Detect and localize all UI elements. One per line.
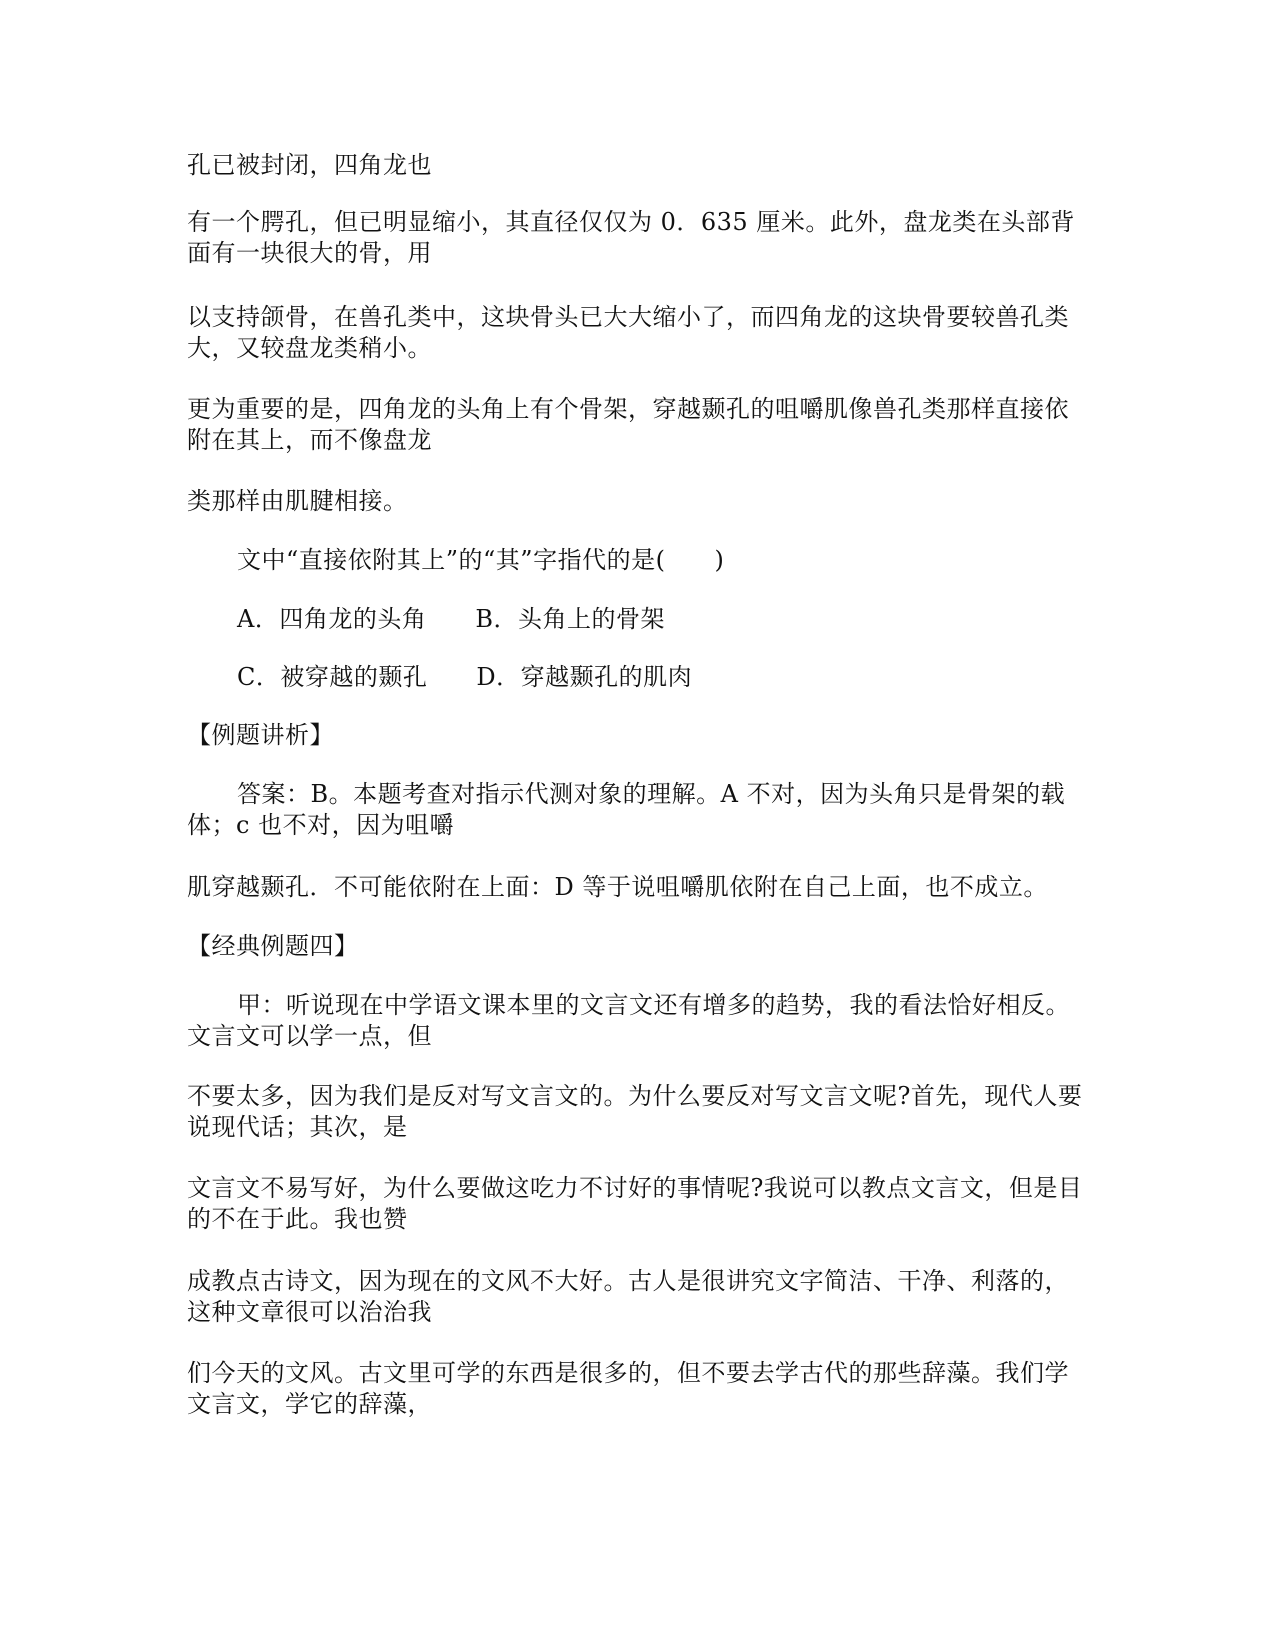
answer-paragraph-2: 肌穿越颞孔．不可能依附在上面：D 等于说咀嚼肌依附在自己上面，也不成立。 — [187, 873, 1048, 901]
paragraph-1: 孔已被封闭，四角龙也 — [187, 151, 432, 179]
paragraph-3: 以支持颌骨，在兽孔类中，这块骨头已大大缩小了，而四角龙的这块骨要较兽孔类大，又较盘龙类稍小。 — [187, 303, 1069, 362]
passage-paragraph-4: 成教点古诗文，因为现在的文风不大好。古人是很讲究文字简洁、干净、利落的，这种文章很可以治治我 — [187, 1267, 1069, 1326]
paragraph-2: 有一个腭孔，但已明显缩小，其直径仅仅为 0．635 厘米。此外，盘龙类在头部背面有一块很大的骨，用 — [187, 208, 1075, 267]
passage-paragraph-2: 不要太多，因为我们是反对写文言文的。为什么要反对写文言文呢?首先，现代人要说现代话；其次，是 — [187, 1082, 1083, 1141]
passage-paragraph-5: 们今天的文风。古文里可学的东西是很多的，但不要去学古代的那些辞藻。我们学文言文，学它的辞藻， — [187, 1359, 1069, 1418]
options-row-cd: C．被穿越的颞孔 D．穿越颞孔的肌肉 — [237, 663, 693, 691]
options-row-ab: A．四角龙的头角 B．头角上的骨架 — [237, 605, 665, 633]
section-heading-example-4: 【经典例题四】 — [187, 932, 359, 960]
passage-paragraph-1: 甲：听说现在中学语文课本里的文言文还有增多的趋势，我的看法恰好相反。文言文可以学一点，但 — [187, 991, 1070, 1050]
paragraph-5: 类那样由肌腱相接。 — [187, 487, 408, 515]
question-stem: 文中“直接依附其上”的“其”字指代的是( ) — [237, 546, 725, 574]
section-heading-analysis: 【例题讲析】 — [187, 721, 334, 749]
passage-paragraph-3: 文言文不易写好，为什么要做这吃力不讨好的事情呢?我说可以教点文言文，但是目的不在于此。我也赞 — [187, 1174, 1083, 1233]
paragraph-4: 更为重要的是，四角龙的头角上有个骨架，穿越颞孔的咀嚼肌像兽孔类那样直接依附在其上，而不像盘龙 — [187, 395, 1069, 454]
answer-paragraph-1: 答案：B。本题考查对指示代测对象的理解。A 不对，因为头角只是骨架的载体；c 也不对，因为咀嚼 — [187, 780, 1066, 839]
